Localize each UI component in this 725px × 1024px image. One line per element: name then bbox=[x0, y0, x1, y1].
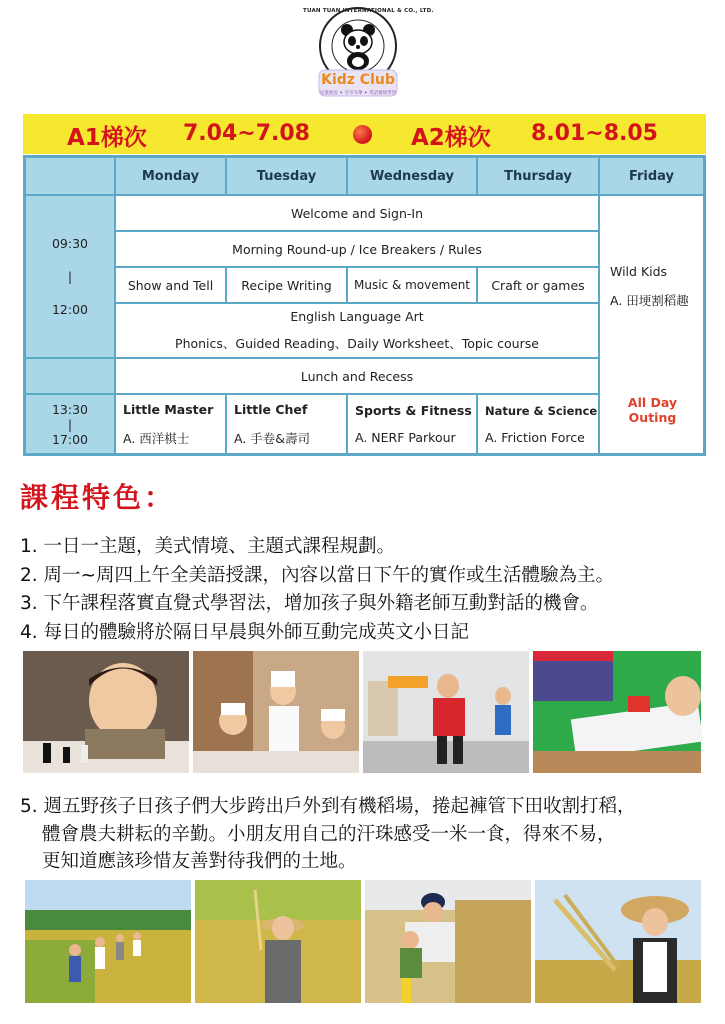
afternoon-thursday bbox=[477, 394, 599, 454]
friday-item: A. 田埂割稻趣 bbox=[610, 293, 689, 308]
photo-rice-field-line bbox=[25, 880, 191, 1003]
afternoon-monday bbox=[115, 394, 226, 454]
photo-nerf-parkour bbox=[363, 651, 529, 773]
photo-little-chef bbox=[193, 651, 359, 773]
header-corner bbox=[25, 157, 115, 195]
afternoon-tuesday-title: Little Chef bbox=[234, 401, 308, 417]
friday-column bbox=[599, 195, 704, 454]
activity-thursday: Craft or games bbox=[477, 267, 599, 303]
english-detail: Phonics、Guided Reading、Daily Worksheet、Topic course bbox=[175, 336, 539, 351]
friday-outing: All Day Outing bbox=[627, 395, 678, 425]
feature-item-1: 1. 一日一主題，美式情境、主題式課程規劃。 bbox=[20, 536, 396, 557]
photo-rice-harvest-boy bbox=[195, 880, 361, 1003]
afternoon-tuesday bbox=[226, 394, 347, 454]
afternoon-time bbox=[25, 394, 115, 454]
red-dot-icon bbox=[353, 125, 372, 144]
english-row bbox=[115, 303, 599, 358]
session-a1-dates: 7.04~7.08 bbox=[183, 121, 310, 146]
logo-ring-text: TUAN TUAN INTERNATIONAL & CO., LTD. bbox=[303, 8, 434, 14]
header-thursday: Thursday bbox=[477, 157, 599, 195]
afternoon-thursday-item: A. Friction Force bbox=[485, 429, 585, 445]
afternoon-wednesday bbox=[347, 394, 477, 454]
photo-rice-girl-hat bbox=[535, 880, 701, 1003]
feature-item-5-line1: 5. 週五野孩子日孩子們大步跨出戶外到有機稻場，捲起褲管下田收割打稻， bbox=[20, 796, 636, 817]
friday-title: Wild Kids bbox=[610, 264, 668, 279]
photo-chess-boy bbox=[23, 651, 189, 773]
activity-wednesday: Music & movement bbox=[347, 267, 477, 303]
session-a1-label: A1梯次 bbox=[67, 125, 147, 151]
kidz-club-logo bbox=[303, 4, 434, 106]
activity-tuesday: Recipe Writing bbox=[226, 267, 347, 303]
feature-item-4: 4. 每日的體驗將於隔日早晨與外師互動完成英文小日記 bbox=[20, 622, 470, 643]
feature-item-5-line3: 更知道應該珍惜友善對待我們的土地。 bbox=[42, 851, 357, 872]
session-a2-label: A2梯次 bbox=[411, 125, 491, 151]
afternoon-time-start: 13:30 bbox=[51, 401, 89, 417]
afternoon-wednesday-title: Sports & Fitness bbox=[355, 403, 472, 418]
morning-time-start: 09:30 bbox=[51, 236, 89, 251]
morning-time bbox=[25, 195, 115, 358]
welcome-row: Welcome and Sign-In bbox=[115, 195, 599, 231]
afternoon-thursday-title: Nature & Science bbox=[485, 403, 598, 418]
lunch-row: Lunch and Recess bbox=[115, 358, 599, 394]
afternoon-monday-title: Little Master bbox=[123, 401, 214, 417]
schedule-table bbox=[23, 155, 706, 456]
morning-time-sep: | bbox=[67, 269, 73, 284]
afternoon-time-end: 17:00 bbox=[51, 431, 89, 447]
header-tuesday: Tuesday bbox=[226, 157, 347, 195]
afternoon-tuesday-item: A. 手卷&壽司 bbox=[234, 430, 311, 446]
afternoon-wednesday-item: A. NERF Parkour bbox=[355, 430, 456, 445]
photo-rice-cutting-adult bbox=[365, 880, 531, 1003]
activity-monday: Show and Tell bbox=[115, 267, 226, 303]
header-wednesday: Wednesday bbox=[347, 157, 477, 195]
session-a2-dates: 8.01~8.05 bbox=[531, 121, 658, 146]
morning-time-end: 12:00 bbox=[51, 302, 89, 317]
features-title: 課程特色： bbox=[20, 481, 176, 514]
session-banner bbox=[23, 114, 706, 154]
feature-item-2: 2. 周一~周四上午全美語授課，內容以當日下午的實作或生活體驗為主。 bbox=[20, 565, 615, 586]
afternoon-monday-item: A. 西洋棋士 bbox=[123, 430, 190, 446]
header-friday: Friday bbox=[599, 157, 704, 195]
logo-brand: Kidz Club bbox=[321, 72, 395, 88]
afternoon-time-sep: | bbox=[67, 416, 73, 432]
feature-item-3: 3. 下午課程落實直覺式學習法，增加孩子與外籍老師互動對話的機會。 bbox=[20, 593, 599, 614]
english-title: English Language Art bbox=[290, 309, 424, 324]
feature-item-5-line2: 體會農夫耕耘的辛勤。小朋友用自己的汗珠感受一米一食，得來不易， bbox=[42, 824, 616, 845]
logo-tagline: 兒童廚房 ✦ 夸夸寺華 ✦ 英語情境學習 bbox=[319, 91, 397, 96]
header-monday: Monday bbox=[115, 157, 226, 195]
photo-friction-science bbox=[533, 651, 701, 773]
roundup-row: Morning Round-up / Ice Breakers / Rules bbox=[115, 231, 599, 267]
lunch-time bbox=[25, 358, 115, 394]
